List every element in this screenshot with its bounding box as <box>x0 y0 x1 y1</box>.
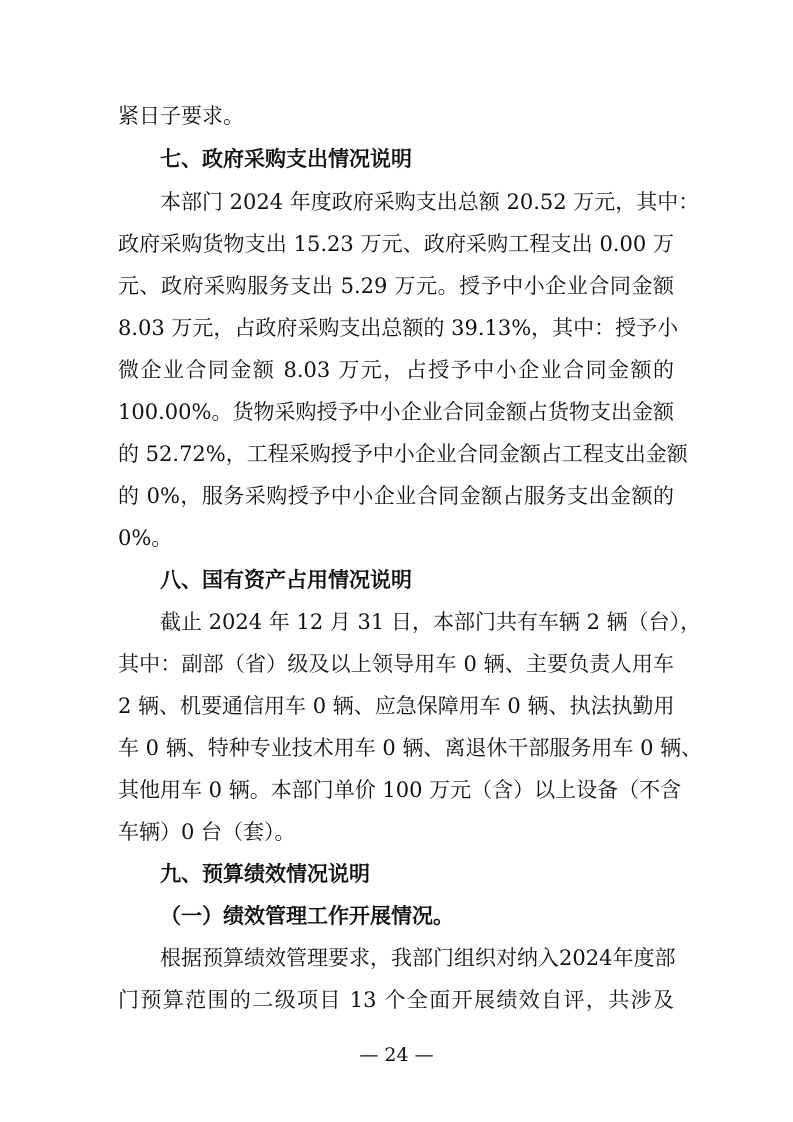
paragraph-line: 其他用车 0 辆。本部门单价 100 万元（含）以上设备（不含 <box>118 778 682 802</box>
paragraph-line: 其中：副部（省）级及以上领导用车 0 辆、主要负责人用车 <box>118 652 674 676</box>
paragraph-line: 门预算范围的二级项目 13 个全面开展绩效自评，共涉及 <box>118 988 674 1012</box>
paragraph-line: 2 辆、机要通信用车 0 辆、应急保障用车 0 辆、执法执勤用 <box>118 694 675 718</box>
paragraph-line: 政府采购货物支出 15.23 万元、政府采购工程支出 0.00 万 <box>118 232 674 256</box>
paragraph-line: 8.03 万元，占政府采购支出总额的 39.13%，其中：授予小 <box>118 316 679 340</box>
section-9-subheading: （一）绩效管理工作开展情况。 <box>160 903 454 928</box>
paragraph-line: 的 52.72%，工程采购授予中小企业合同金额占工程支出金额 <box>118 442 688 466</box>
paragraph-line: 100.00%。货物采购授予中小企业合同金额占货物支出金额 <box>118 400 674 424</box>
paragraph-line: 0%。 <box>118 526 173 550</box>
paragraph-line: 紧日子要求。 <box>118 104 244 128</box>
section-8-heading: 八、国有资产占用情况说明 <box>160 568 412 592</box>
paragraph-line: 微企业合同金额 8.03 万元，占授予中小企业合同金额的 <box>118 358 674 382</box>
paragraph-line: 元、政府采购服务支出 5.29 万元。授予中小企业合同金额 <box>118 274 674 298</box>
paragraph-line: 本部门 2024 年度政府采购支出总额 20.52 万元，其中： <box>160 190 700 214</box>
paragraph-line: 根据预算绩效管理要求，我部门组织对纳入2024年度部 <box>160 946 676 970</box>
paragraph-line: 截止 2024 年 12 月 31 日，本部门共有车辆 2 辆（台）， <box>160 610 702 634</box>
paragraph-line: 车 0 辆、特种专业技术用车 0 辆、离退休干部服务用车 0 辆、 <box>118 736 703 760</box>
section-7-heading: 七、政府采购支出情况说明 <box>160 147 412 171</box>
page-number: — 24 — <box>359 1044 434 1066</box>
paragraph-line: 的 0%，服务采购授予中小企业合同金额占服务支出金额的 <box>118 484 674 508</box>
section-9-heading: 九、预算绩效情况说明 <box>160 862 370 886</box>
paragraph-line: 车辆）0 台（套）。 <box>118 820 296 844</box>
